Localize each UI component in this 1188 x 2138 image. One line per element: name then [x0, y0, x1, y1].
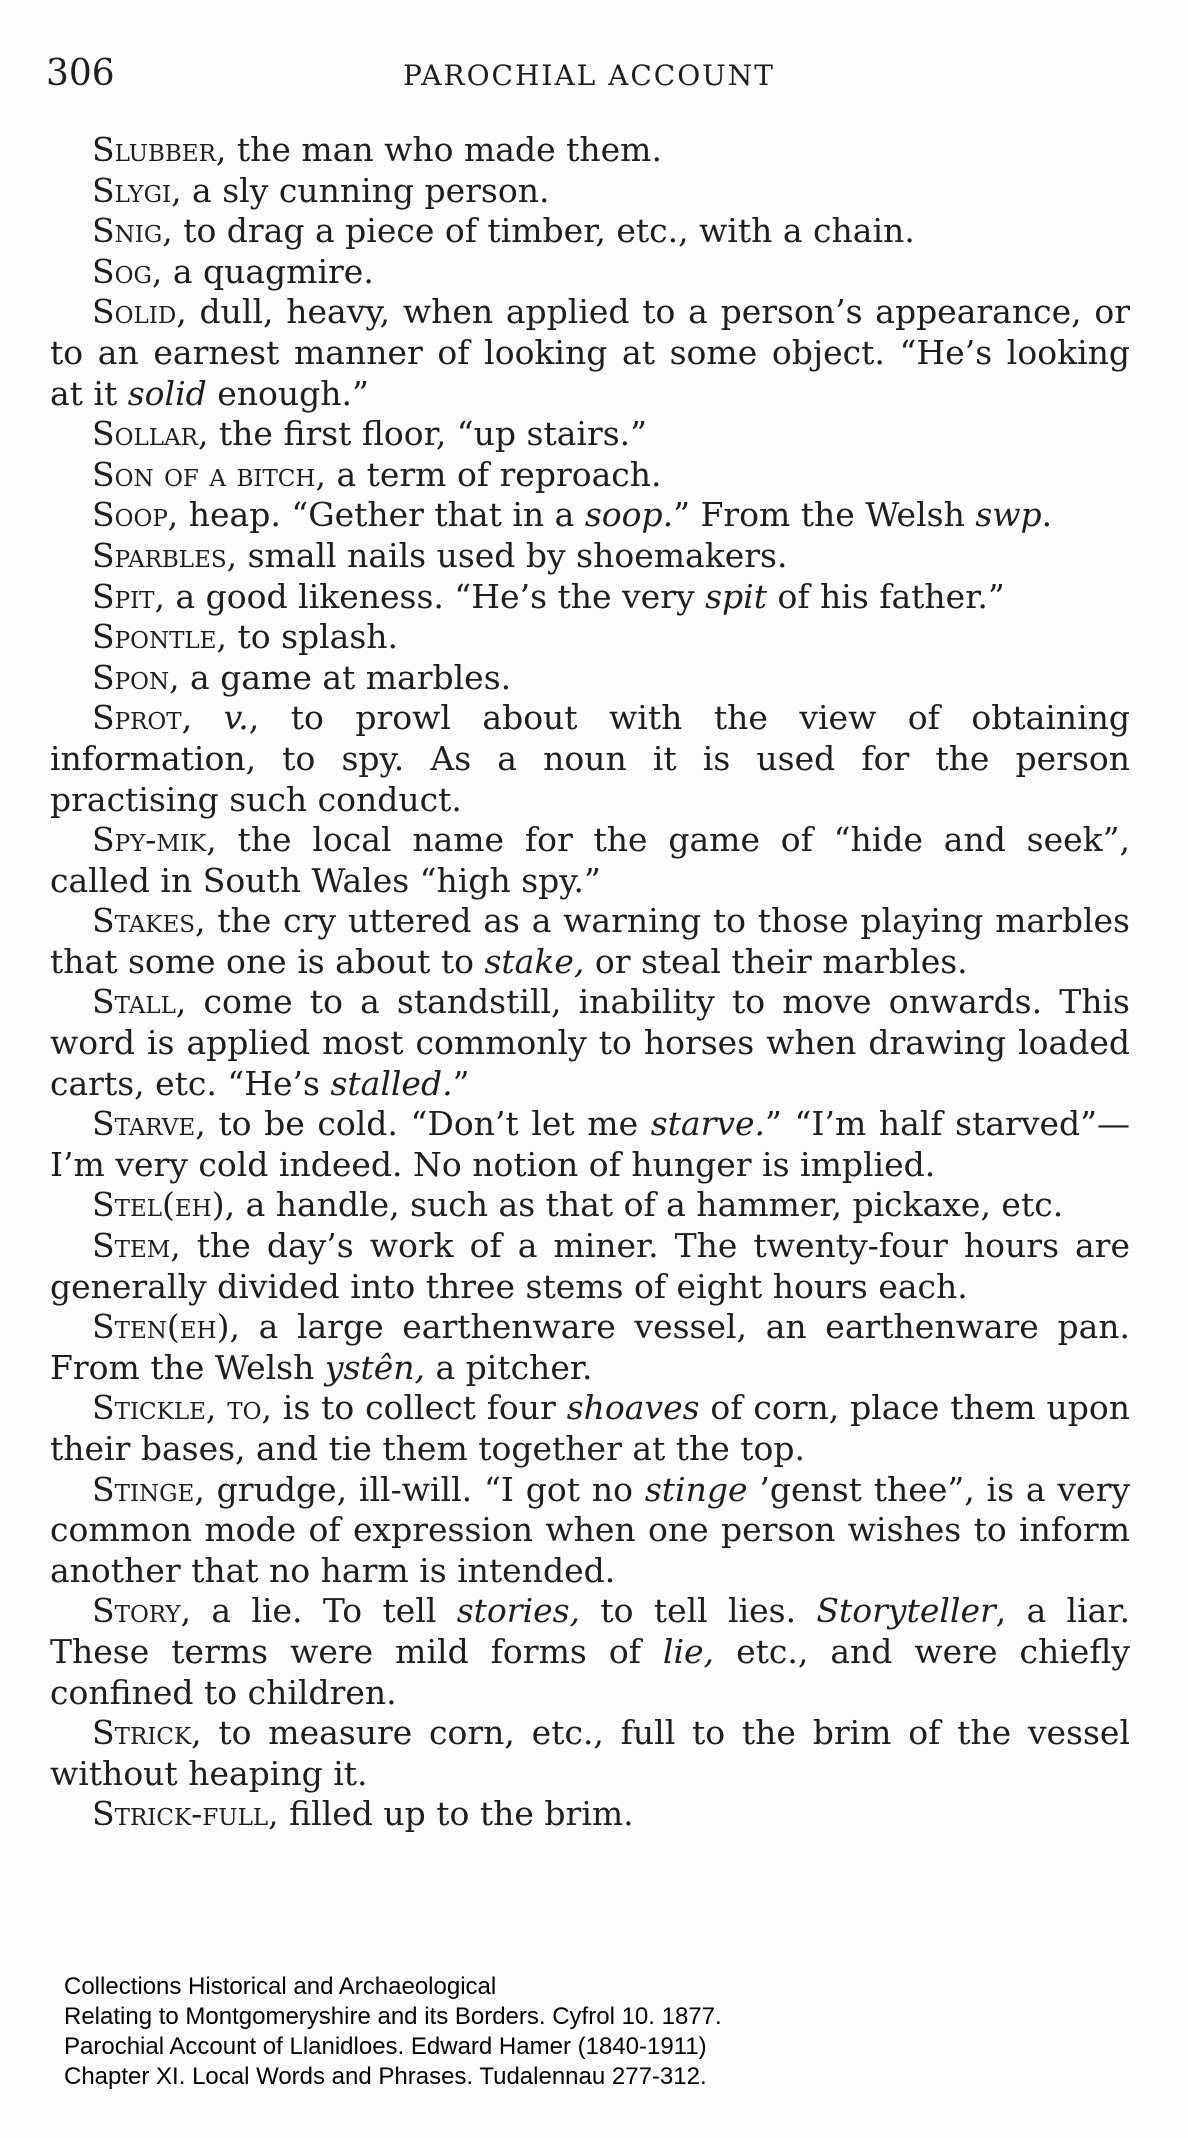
entry-headword: Spy-mik: [92, 820, 207, 860]
entry-headword: Stinge: [92, 1469, 195, 1509]
entry-text: , a game at marbles.: [169, 657, 512, 697]
entry-text: , a good likeness. “He’s the very: [154, 576, 706, 616]
glossary-entry: [50, 252, 1130, 293]
glossary-entry: [50, 901, 1130, 982]
entry-italic-text: soop.: [584, 495, 674, 535]
glossary-entry: [50, 1307, 1130, 1388]
entry-text: , a large earthenware vessel, an earthenware pan. From the Welsh: [50, 1307, 1130, 1387]
entry-text: ” “I’m half starved”—I’m very cold indeed. No notion of hunger is implied.: [50, 1104, 1130, 1184]
entry-italic-text: starve.: [650, 1104, 766, 1144]
entry-text: , to prowl about with the view of obtaining information, to spy. As a noun it is used for the person practising such conduct.: [50, 698, 1130, 819]
glossary-entry: [50, 1591, 1130, 1713]
entry-text: etc., and were chiefly confined to children.: [50, 1631, 1130, 1712]
entry-headword: Stel(eh): [92, 1185, 225, 1225]
entry-headword: Stakes: [92, 901, 196, 941]
entry-headword: Stem: [92, 1226, 171, 1266]
entry-text: or steal their marbles.: [584, 941, 968, 981]
entry-italic-text: stake,: [484, 941, 585, 981]
glossary-entry: [50, 1794, 1130, 1835]
entry-text: , the first floor, “up stairs.”: [197, 414, 648, 454]
entry-headword: Slygi: [92, 170, 172, 210]
entry-text: , the local name for the game of “hide and seek”, called in South Wales “high spy.”: [50, 820, 1130, 900]
entry-text: , the cry uttered as a warning to those playing marbles that some one is about to: [50, 901, 1130, 981]
citation-footer: [64, 1972, 722, 2092]
entry-text: a pitcher.: [424, 1347, 593, 1387]
glossary-entry: [50, 1226, 1130, 1307]
glossary-entry: [50, 1470, 1130, 1592]
entry-headword: Solid: [92, 292, 177, 332]
entry-headword: Spontle: [92, 617, 217, 657]
glossary-entry: [50, 1713, 1130, 1794]
entry-headword: Story: [92, 1591, 181, 1631]
entry-text: , a liar. These terms were mild forms of: [50, 1591, 1130, 1671]
glossary-entries: [50, 130, 1130, 1835]
entry-text: enough.”: [206, 373, 369, 413]
entry-text: , the man who made them.: [215, 130, 662, 169]
entry-italic-text: v.: [223, 698, 249, 738]
entry-text: , to measure corn, etc., full to the brim of the vessel without heaping it.: [50, 1713, 1130, 1793]
entry-text: of corn, place them upon their bases, and tie them together at the top.: [50, 1388, 1130, 1468]
entry-text: ”: [452, 1063, 470, 1103]
entry-text: ,: [181, 698, 224, 738]
entry-text: , a lie. To tell: [180, 1591, 457, 1631]
glossary-entry: [50, 658, 1130, 699]
citation-line: Collections Historical and Archaeological: [64, 1973, 497, 2000]
entry-text: , a term of reproach.: [315, 454, 662, 494]
entry-headword: Stickle, to: [92, 1388, 262, 1428]
entry-italic-text: solid: [127, 373, 207, 413]
entry-italic-text: swp: [975, 495, 1042, 535]
glossary-entry: [50, 414, 1130, 455]
entry-text: , to splash.: [216, 617, 399, 657]
glossary-entry: [50, 982, 1130, 1104]
citation-line: Parochial Account of Llanidloes. Edward Hamer (1840-1911): [64, 2033, 707, 2060]
entry-text: , a handle, such as that of a hammer, pickaxe, etc.: [224, 1185, 1064, 1225]
glossary-entry: [50, 577, 1130, 618]
entry-headword: Slubber: [92, 130, 216, 169]
entry-headword: Sten(eh): [92, 1307, 230, 1347]
glossary-entry: [50, 1185, 1130, 1226]
entry-text: .: [1041, 495, 1053, 535]
entry-text: , a sly cunning person.: [171, 170, 550, 210]
entry-text: , heap. “Gether that in a: [167, 495, 585, 535]
entry-headword: Spon: [92, 657, 170, 697]
entry-italic-text: lie,: [662, 1631, 715, 1671]
entry-headword: Sollar: [92, 414, 198, 454]
glossary-entry: [50, 1104, 1130, 1185]
entry-text: , is to collect four: [261, 1388, 567, 1428]
entry-text: , come to a standstill, inability to move onwards. This word is applied most commonly to horses when drawing loaded carts, etc. “He’s: [50, 982, 1130, 1103]
entry-headword: Starve: [92, 1104, 196, 1144]
glossary-entry: [50, 171, 1130, 212]
glossary-entry: [50, 495, 1130, 536]
entry-text: ’genst thee”, is a very common mode of expression when one person wishes to inform another that no harm is intended.: [50, 1469, 1130, 1590]
citation-line: Chapter XI. Local Words and Phrases. Tudalennau 277-312.: [64, 2063, 707, 2090]
glossary-entry: [50, 292, 1130, 414]
glossary-entry: [50, 617, 1130, 658]
entry-headword: Strick-full: [92, 1794, 269, 1834]
entry-text: , to drag a piece of timber, etc., with a chain.: [162, 211, 915, 251]
entry-headword: Sparbles: [92, 535, 227, 575]
entry-italic-text: stalled.: [330, 1063, 453, 1103]
entry-italic-text: shoaves: [566, 1388, 700, 1428]
glossary-entry: [50, 1388, 1130, 1469]
entry-italic-text: stories,: [456, 1591, 581, 1631]
entry-headword: Soop: [92, 495, 168, 535]
entry-headword: Snig: [92, 211, 163, 251]
entry-headword: Sprot: [92, 698, 182, 738]
entry-text: , dull, heavy, when applied to a person’s appearance, or to an earnest manner of looking at some object. “He’s looking at it: [50, 292, 1130, 413]
entry-headword: Son of a bitch: [92, 454, 316, 494]
entry-italic-text: spit: [705, 576, 767, 616]
page-number: 306: [46, 53, 115, 94]
entry-text: , to be cold. “Don’t let me: [195, 1104, 651, 1144]
entry-text: ” From the Welsh: [673, 495, 976, 535]
citation-line: Relating to Montgomeryshire and its Borders. Cyfrol 10. 1877.: [64, 2003, 722, 2030]
entry-text: of his father.”: [766, 576, 1005, 616]
page-header: [46, 52, 1132, 96]
entry-text: to tell lies.: [580, 1591, 817, 1631]
entry-text: , filled up to the brim.: [268, 1794, 634, 1834]
entry-headword: Spit: [92, 576, 155, 616]
glossary-entry: [50, 130, 1130, 171]
running-head: PAROCHIAL ACCOUNT: [403, 59, 775, 92]
entry-text: , the day’s work of a miner. The twenty-four hours are generally divided into three stems of eight hours each.: [50, 1226, 1130, 1306]
entry-italic-text: ystên,: [324, 1347, 425, 1387]
entry-text: , grudge, ill-will. “I got no: [194, 1469, 645, 1509]
glossary-entry: [50, 820, 1130, 901]
glossary-entry: [50, 455, 1130, 496]
entry-headword: Strick: [92, 1713, 192, 1753]
entry-text: , small nails used by shoemakers.: [226, 535, 788, 575]
entry-headword: Sog: [92, 251, 152, 291]
entry-italic-text: stinge: [644, 1469, 748, 1509]
entry-italic-text: Storyteller: [816, 1591, 996, 1631]
glossary-entry: [50, 698, 1130, 820]
entry-text: , a quagmire.: [151, 251, 374, 291]
glossary-entry: [50, 211, 1130, 252]
entry-headword: Stall: [92, 982, 176, 1022]
glossary-entry: [50, 536, 1130, 577]
